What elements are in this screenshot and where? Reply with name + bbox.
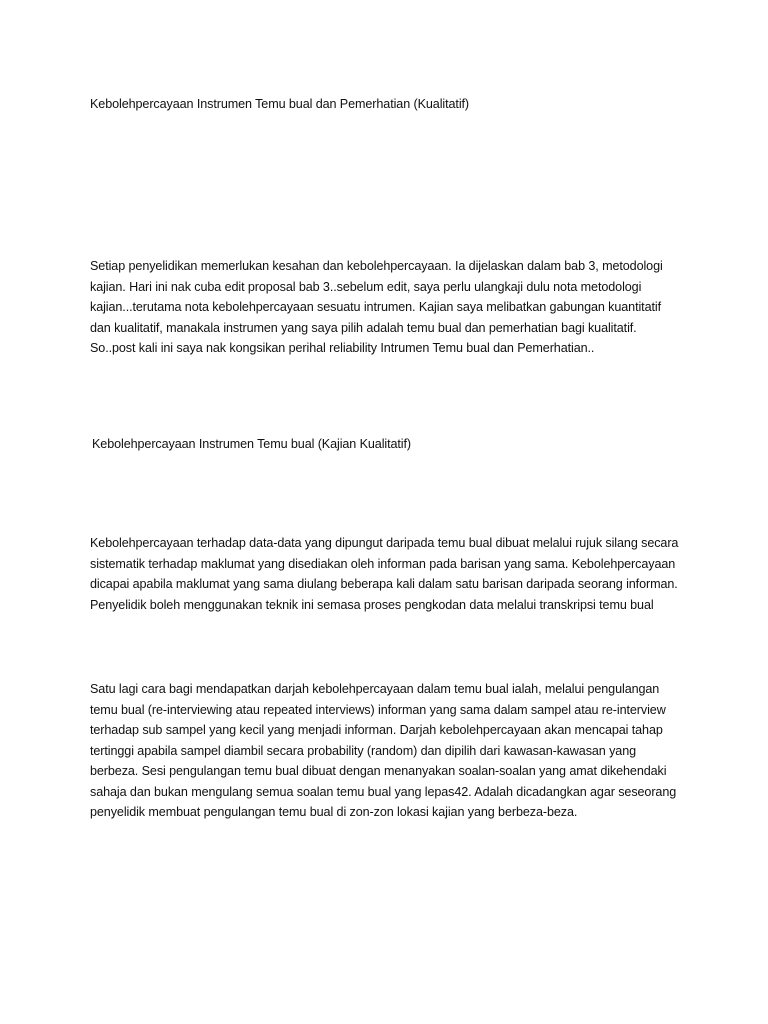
body-paragraph-1: Kebolehpercayaan terhadap data-data yang dipungut daripada temu bual dibuat melalui rujuk silang secara sistematik terhadap maklumat yang disediakan oleh informan pada barisan yang sama. Kebolehpercayaan dicapai apabila maklumat yang sama diulang beberapa kali dalam satu barisan daripada seorang informan. Penyelidik boleh menggunakan teknik ini semasa proses pengkodan data melalui transkripsi temu bual [90,536,679,612]
body-paragraph-2: Satu lagi cara bagi mendapatkan darjah kebolehpercayaan dalam temu bual ialah, melalui pengulangan temu bual (re-interviewing atau repeated interviews) informan yang sama dalam sampel atau re-interview terhadap sub sampel yang kecil yang menjadi informan. Darjah kebolehpercayaan akan mencapai tahap tertinggi apabila sampel diambil secara probability (random) dan dipilih dari kawasan-kawasan yang berbeza. Sesi pengulangan temu bual dibuat dengan menanyakan soalan-soalan yang amat dikehendaki sahaja dan bukan mengulang semua soalan temu bual yang lepas42. Adalah dicadangkan agar seseorang penyelidik membuat pengulangan temu bual di zon-zon lokasi kajian yang berbeza-beza. [90,682,677,819]
document-title: Kebolehpercayaan Instrumen Temu bual dan Pemerhatian (Kualitatif) [90,97,470,111]
section-heading: Kebolehpercayaan Instrumen Temu bual (Kajian Kualitatif) [92,437,411,451]
intro-paragraph: Setiap penyelidikan memerlukan kesahan dan kebolehpercayaan. Ia dijelaskan dalam bab 3, metodologi kajian. Hari ini nak cuba edit proposal bab 3..sebelum edit, saya perlu ulangkaji dulu nota metodologi kajian...terutama nota kebolehpercayaan sesuatu intrumen. Kajian saya melibatkan gabungan kuantitatif dan kualitatif, manakala instrumen yang saya pilih adalah temu bual dan pemerhatian bagi kualitatif. So..post kali ini saya nak kongsikan perihal reliability Intrumen Temu bual dan Pemerhatian.. [90,259,663,355]
